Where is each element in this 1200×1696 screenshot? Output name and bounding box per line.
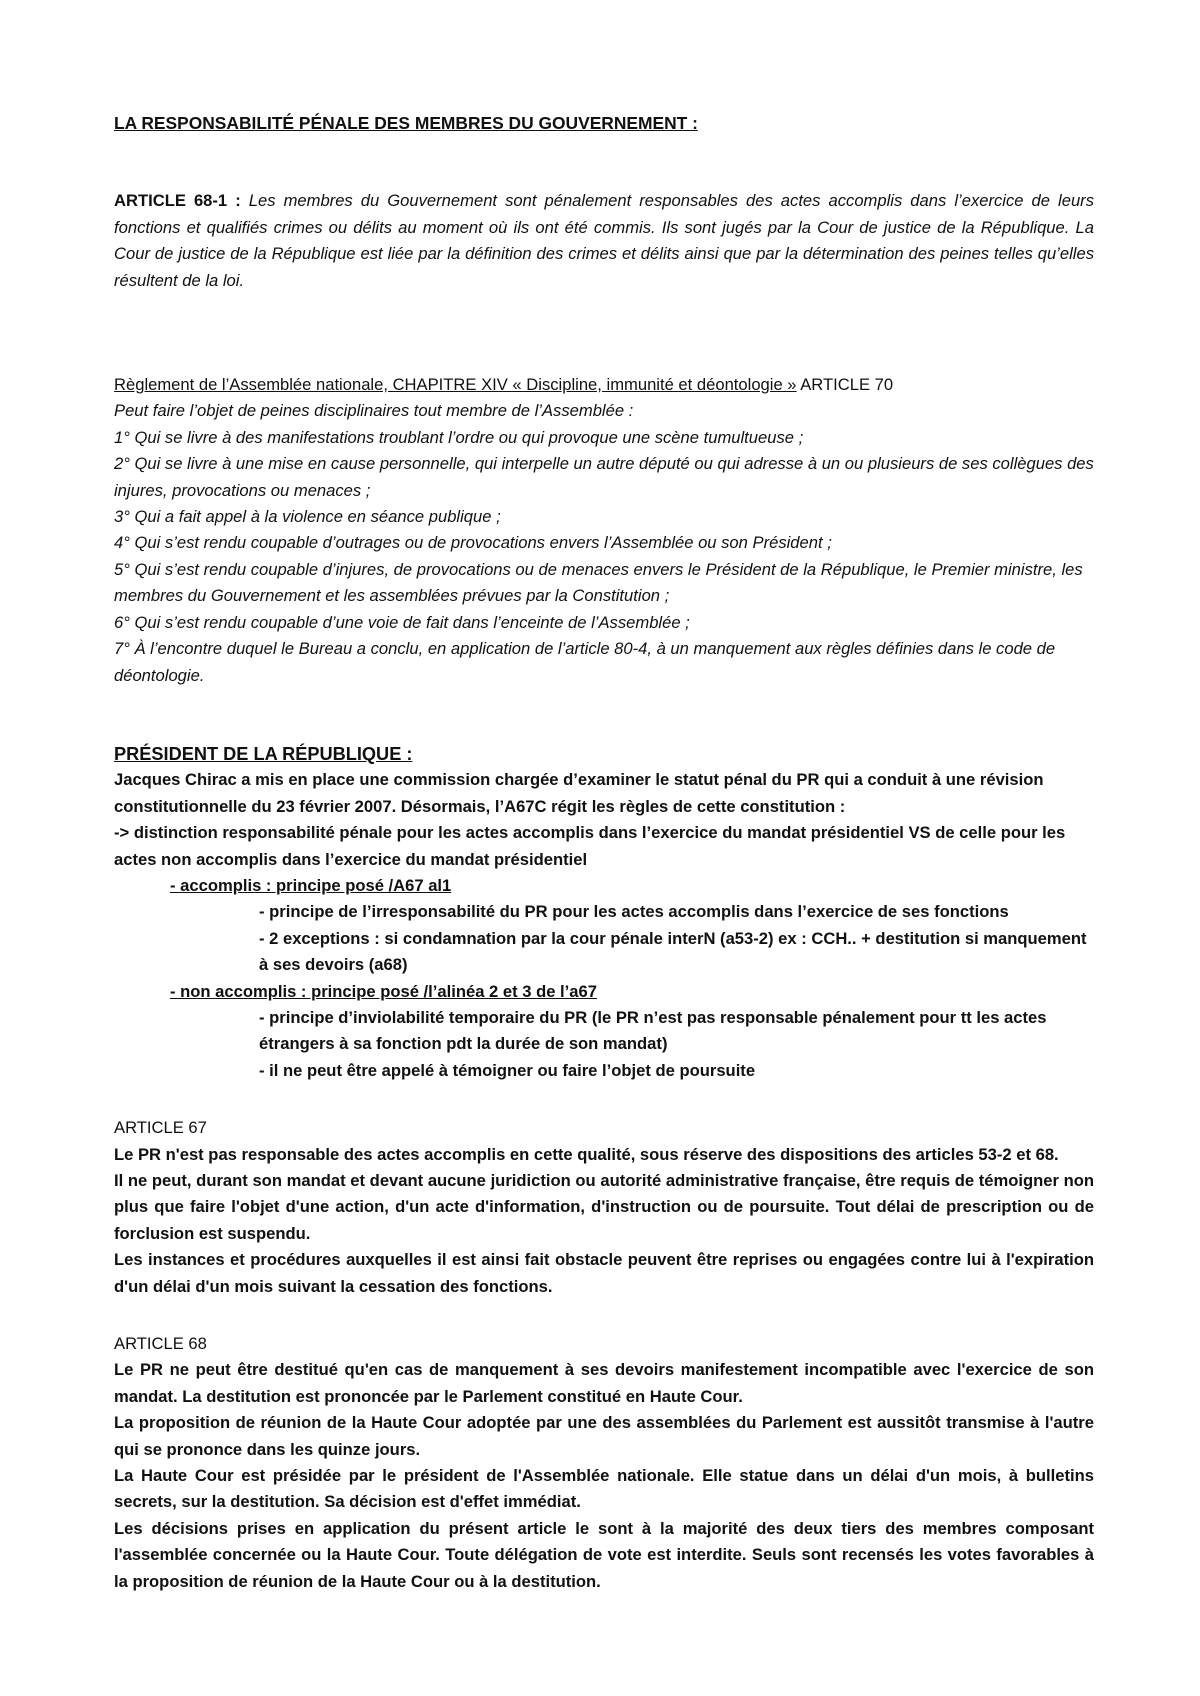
accomplis-point: - 2 exceptions : si condamnation par la cour pénale interN (a53-2) ex : CCH.. + destitution si manquement à ses devoirs (a68) xyxy=(259,928,1087,975)
non-accomplis-point: - il ne peut être appelé à témoigner ou faire l’objet de poursuite xyxy=(259,1060,756,1080)
reglement-line: 1° Qui se livre à des manifestations troublant l’ordre ou qui provoque une scène tumultueuse ; xyxy=(114,427,804,447)
section-title-gouvernement: LA RESPONSABILITÉ PÉNALE DES MEMBRES DU GOUVERNEMENT : xyxy=(114,113,698,133)
accomplis-heading: - accomplis : principe posé /A67 al1 xyxy=(170,875,452,895)
article-67-paragraph: Le PR n'est pas responsable des actes accomplis en cette qualité, sous réserve des dispositions des articles 53-2 et 68. xyxy=(114,1144,1059,1164)
article-68-paragraph: Le PR ne peut être destitué qu'en cas de manquement à ses devoirs manifestement incompatible avec l'exercice de son mandat. La destitution est prononcée par le Parlement constitué en Haute Cour. xyxy=(114,1360,1094,1406)
article-68-paragraph: Les décisions prises en application du présent article le sont à la majorité des deux tiers des membres composant l'assemblée concernée ou la Haute Cour. Toute délégation de vote est interdite. Seuls sont recensés les votes favorables à la proposition de réunion de la Haute Cour ou à la destitution. xyxy=(114,1518,1094,1591)
article-67-paragraph: Il ne peut, durant son mandat et devant aucune juridiction ou autorité administrative française, être requis de témoigner non plus que faire l'objet d'une action, d'un acte d'information, d'instruction ou de poursuite. Tout délai de prescription ou de forclusion est suspendu. xyxy=(114,1171,1094,1243)
president-distinction: -> distinction responsabilité pénale pour les actes accomplis dans l’exercice du mandat présidentiel VS de celle pour les actes non accomplis dans l’exercice du mandat présidentiel xyxy=(114,823,1066,869)
article-68-1 xyxy=(114,188,1094,294)
reglement-line: 2° Qui se livre à une mise en cause personnelle, qui interpelle un autre député ou qui adresse à un ou plusieurs de ses collègues des injures, provocations ou menaces ; xyxy=(114,454,1094,500)
reglement-line: 5° Qui s’est rendu coupable d’injures, de provocations ou de menaces envers le Président de la République, le Premier ministre, les membres du Gouvernement et les assemblées prévues par la Constitution ; xyxy=(114,559,1083,606)
article-68-1-label: ARTICLE 68-1 : xyxy=(114,191,241,211)
reglement-heading xyxy=(114,372,1094,398)
article-68-heading: ARTICLE 68 xyxy=(114,1334,207,1354)
reglement-line: Peut faire l’objet de peines disciplinaires tout membre de l’Assemblée : xyxy=(114,401,634,421)
article-67-paragraph: Les instances et procédures auxquelles il est ainsi fait obstacle peuvent être reprises ou engagées contre lui à l'expiration d'un délai d'un mois suivant la cessation des fonctions. xyxy=(114,1250,1094,1296)
accomplis-point: - principe de l’irresponsabilité du PR pour les actes accomplis dans l’exercice de ses fonctions xyxy=(259,902,1009,922)
reglement-article: ARTICLE 70 xyxy=(796,375,894,395)
reglement-line: 7° À l’encontre duquel le Bureau a conclu, en application de l’article 80-4, à un manquement aux règles définies dans le code de déontologie. xyxy=(114,639,1056,685)
document-page xyxy=(114,110,1094,1595)
reglement-line: 3° Qui a fait appel à la violence en séance publique ; xyxy=(114,507,501,527)
article-68-paragraph: La proposition de réunion de la Haute Cour adoptée par une des assemblées du Parlement est aussitôt transmise à l'autre qui se prononce dans les quinze jours. xyxy=(114,1413,1094,1459)
non-accomplis-point: - principe d’inviolabilité temporaire du PR (le PR n’est pas responsable pénalement pour tt les actes étrangers à sa fonction pdt la durée de son mandat) xyxy=(259,1007,1047,1054)
president-intro: Jacques Chirac a mis en place une commission chargée d’examiner le statut pénal du PR qui a conduit à une révision constitutionnelle du 23 février 2007. Désormais, l’A67C régit les règles de cette constitution : xyxy=(114,770,1044,816)
section-title-president: PRÉSIDENT DE LA RÉPUBLIQUE : xyxy=(114,743,413,764)
reglement-line: 4° Qui s’est rendu coupable d’outrages ou de provocations envers l’Assemblée ou son Président ; xyxy=(114,533,832,553)
non-accomplis-heading: - non accomplis : principe posé /l’alinéa 2 et 3 de l’a67 xyxy=(170,981,597,1001)
article-67-heading: ARTICLE 67 xyxy=(114,1118,207,1138)
article-68-paragraph: La Haute Cour est présidée par le président de l'Assemblée nationale. Elle statue dans un délai d'un mois, à bulletins secrets, sur la destitution. Sa décision est d'effet immédiat. xyxy=(114,1466,1094,1512)
reglement-line: 6° Qui s’est rendu coupable d’une voie de fait dans l’enceinte de l’Assemblée ; xyxy=(114,612,690,632)
article-68-1-text: Les membres du Gouvernement sont pénalement responsables des actes accomplis dans l’exercice de leurs fonctions et qualifiés crimes ou délits au moment où ils ont été commis. Ils sont jugés par la Cour de justice de la République. La Cour de justice de la République est liée par la définition des crimes et délits ainsi que par la détermination des peines telles qu’elles résultent de la loi. xyxy=(114,191,1095,290)
reglement-link[interactable]: Règlement de l’Assemblée nationale, CHAPITRE XIV « Discipline, immunité et déontologie » xyxy=(114,375,797,395)
